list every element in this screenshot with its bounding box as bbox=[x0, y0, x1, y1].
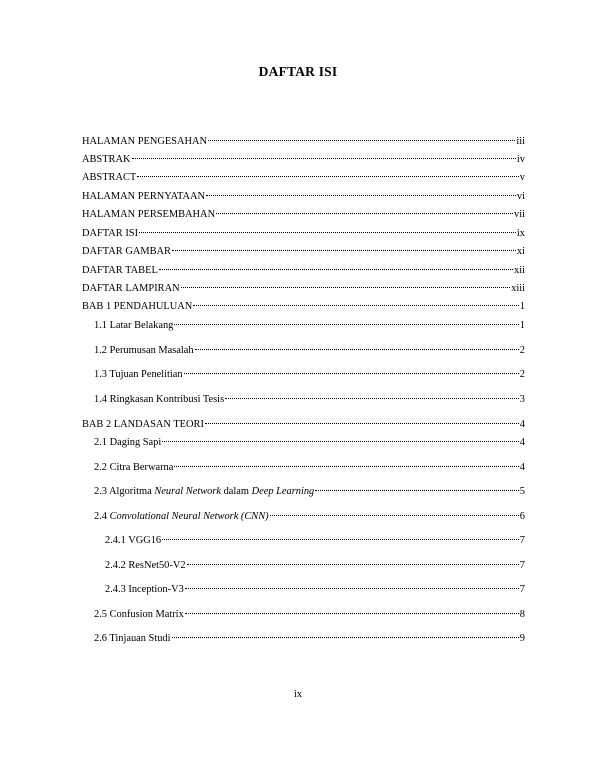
dot-leader bbox=[132, 157, 516, 159]
toc-entry-label-text: 2.3 Algoritma bbox=[94, 486, 155, 497]
toc-entry-label: 2.4.3 Inception-V3 bbox=[105, 584, 184, 595]
toc-entry-label: 2.4.2 ResNet50-V2 bbox=[105, 560, 186, 571]
toc-entry[interactable] bbox=[105, 583, 525, 596]
toc-entry-page: v bbox=[519, 172, 525, 183]
toc-entry-label: DAFTAR LAMPIRAN bbox=[82, 283, 180, 294]
toc-entry-label-italic: Neural Network bbox=[154, 486, 221, 497]
dot-leader bbox=[162, 538, 519, 540]
toc-entry-page: vii bbox=[514, 209, 525, 220]
toc-entry-label: 2.6 Tinjauan Studi bbox=[94, 633, 171, 644]
toc-entry-label-italic: Deep Learning bbox=[251, 486, 315, 497]
toc-entry[interactable] bbox=[105, 534, 525, 547]
toc-entry-label: ABSTRACT bbox=[82, 172, 137, 183]
toc-entry[interactable] bbox=[82, 300, 525, 313]
toc-entry-label: BAB 1 PENDAHULUAN bbox=[82, 301, 193, 312]
toc-entry-label-text: 2.4 bbox=[94, 511, 110, 522]
dot-leader bbox=[139, 231, 516, 233]
toc-entry-page: 6 bbox=[519, 511, 525, 522]
toc-entry[interactable] bbox=[105, 559, 525, 572]
toc-entry-label: DAFTAR GAMBAR bbox=[82, 246, 171, 257]
toc-entry-label: 1.4 Ringkasan Kontribusi Tesis bbox=[94, 394, 225, 405]
toc-entry-label: DAFTAR ISI bbox=[82, 228, 139, 239]
dot-leader bbox=[185, 612, 519, 614]
dot-leader bbox=[185, 587, 519, 589]
toc-entry[interactable] bbox=[94, 368, 525, 381]
toc-entry-page: 4 bbox=[519, 462, 525, 473]
toc-entry[interactable] bbox=[94, 632, 525, 645]
toc-entry-label-text: dalam bbox=[221, 486, 252, 497]
toc-entry[interactable] bbox=[82, 418, 525, 431]
toc-entry-page: 7 bbox=[519, 535, 525, 546]
toc-entry-label: DAFTAR TABEL bbox=[82, 265, 158, 276]
toc-entry[interactable] bbox=[82, 282, 525, 295]
toc-entry-label: BAB 2 LANDASAN TEORI bbox=[82, 419, 204, 430]
toc-entry-page: xii bbox=[514, 265, 525, 276]
toc-entry-page: xiii bbox=[511, 283, 525, 294]
dot-leader bbox=[193, 304, 519, 306]
toc-entry-label: 1.2 Perumusan Masalah bbox=[94, 345, 194, 356]
toc-entry-page: 4 bbox=[519, 419, 525, 430]
toc-entry-page: 4 bbox=[519, 437, 525, 448]
toc-entry-page: 8 bbox=[519, 609, 525, 620]
dot-leader bbox=[174, 465, 518, 467]
toc-entry[interactable] bbox=[82, 171, 525, 184]
toc-entry-page: 9 bbox=[519, 633, 525, 644]
toc-entry[interactable] bbox=[94, 510, 525, 523]
toc-entry-page: 3 bbox=[519, 394, 525, 405]
toc-entry-page: 2 bbox=[519, 345, 525, 356]
dot-leader bbox=[172, 636, 519, 638]
dot-leader bbox=[270, 514, 519, 516]
toc-entry[interactable] bbox=[82, 135, 525, 148]
toc-entry-label: HALAMAN PENGESAHAN bbox=[82, 136, 207, 147]
toc-entry-label bbox=[94, 485, 314, 498]
toc-entry[interactable] bbox=[82, 190, 525, 203]
dot-leader bbox=[184, 372, 519, 374]
toc-entry-label: 1.1 Latar Belakang bbox=[94, 320, 174, 331]
toc-entry[interactable] bbox=[82, 153, 525, 166]
dot-leader bbox=[181, 286, 511, 288]
dot-leader bbox=[159, 268, 513, 270]
dot-leader bbox=[216, 212, 513, 214]
dot-leader bbox=[225, 397, 519, 399]
toc-entry[interactable] bbox=[94, 461, 525, 474]
toc-entry[interactable] bbox=[94, 344, 525, 357]
page-number: ix bbox=[293, 689, 303, 700]
toc-entry[interactable] bbox=[82, 245, 525, 258]
toc-entry-label: 2.5 Confusion Matrix bbox=[94, 609, 184, 620]
toc-entry-label: HALAMAN PERSEMBAHAN bbox=[82, 209, 216, 220]
toc-entry[interactable] bbox=[94, 485, 525, 498]
toc-entry-label-italic: Convolutional Neural Network (CNN) bbox=[109, 511, 269, 522]
toc-entry-label bbox=[94, 510, 269, 523]
toc-entry-page: 1 bbox=[519, 301, 525, 312]
toc-entry[interactable] bbox=[94, 608, 525, 621]
toc-entry[interactable] bbox=[94, 319, 525, 332]
toc-entry[interactable] bbox=[82, 227, 525, 240]
toc-entry-page: vi bbox=[516, 191, 525, 202]
dot-leader bbox=[187, 563, 519, 565]
dot-leader bbox=[206, 194, 516, 196]
toc-entry-page: 2 bbox=[519, 369, 525, 380]
toc-entry-page: xi bbox=[516, 246, 525, 257]
page-title: DAFTAR ISI bbox=[258, 64, 338, 79]
toc-entry-page: 5 bbox=[519, 486, 525, 497]
toc-entry-page: 7 bbox=[519, 560, 525, 571]
toc-entry[interactable] bbox=[82, 208, 525, 221]
dot-leader bbox=[172, 249, 516, 251]
dot-leader bbox=[315, 489, 519, 491]
toc-entry-page: iv bbox=[516, 154, 525, 165]
toc-entry[interactable] bbox=[82, 264, 525, 277]
toc-entry-label: HALAMAN PERNYATAAN bbox=[82, 191, 205, 202]
dot-leader bbox=[195, 348, 519, 350]
toc-entry-page: 7 bbox=[519, 584, 525, 595]
dot-leader bbox=[174, 323, 518, 325]
toc-entry-page: ix bbox=[516, 228, 525, 239]
toc-entry-label: 1.3 Tujuan Penelitian bbox=[94, 369, 183, 380]
dot-leader bbox=[205, 422, 519, 424]
toc-entry-label: 2.4.1 VGG16 bbox=[105, 535, 162, 546]
dot-leader bbox=[137, 175, 519, 177]
toc-entry-label: ABSTRAK bbox=[82, 154, 131, 165]
toc-entry-label: 2.2 Citra Berwarna bbox=[94, 462, 174, 473]
toc-entry[interactable] bbox=[94, 393, 525, 406]
toc-entry[interactable] bbox=[94, 436, 525, 449]
dot-leader bbox=[162, 440, 519, 442]
toc-entry-label: 2.1 Daging Sapi bbox=[94, 437, 162, 448]
toc-entry-page: iii bbox=[516, 136, 525, 147]
dot-leader bbox=[208, 139, 515, 141]
toc-entry-page: 1 bbox=[519, 320, 525, 331]
